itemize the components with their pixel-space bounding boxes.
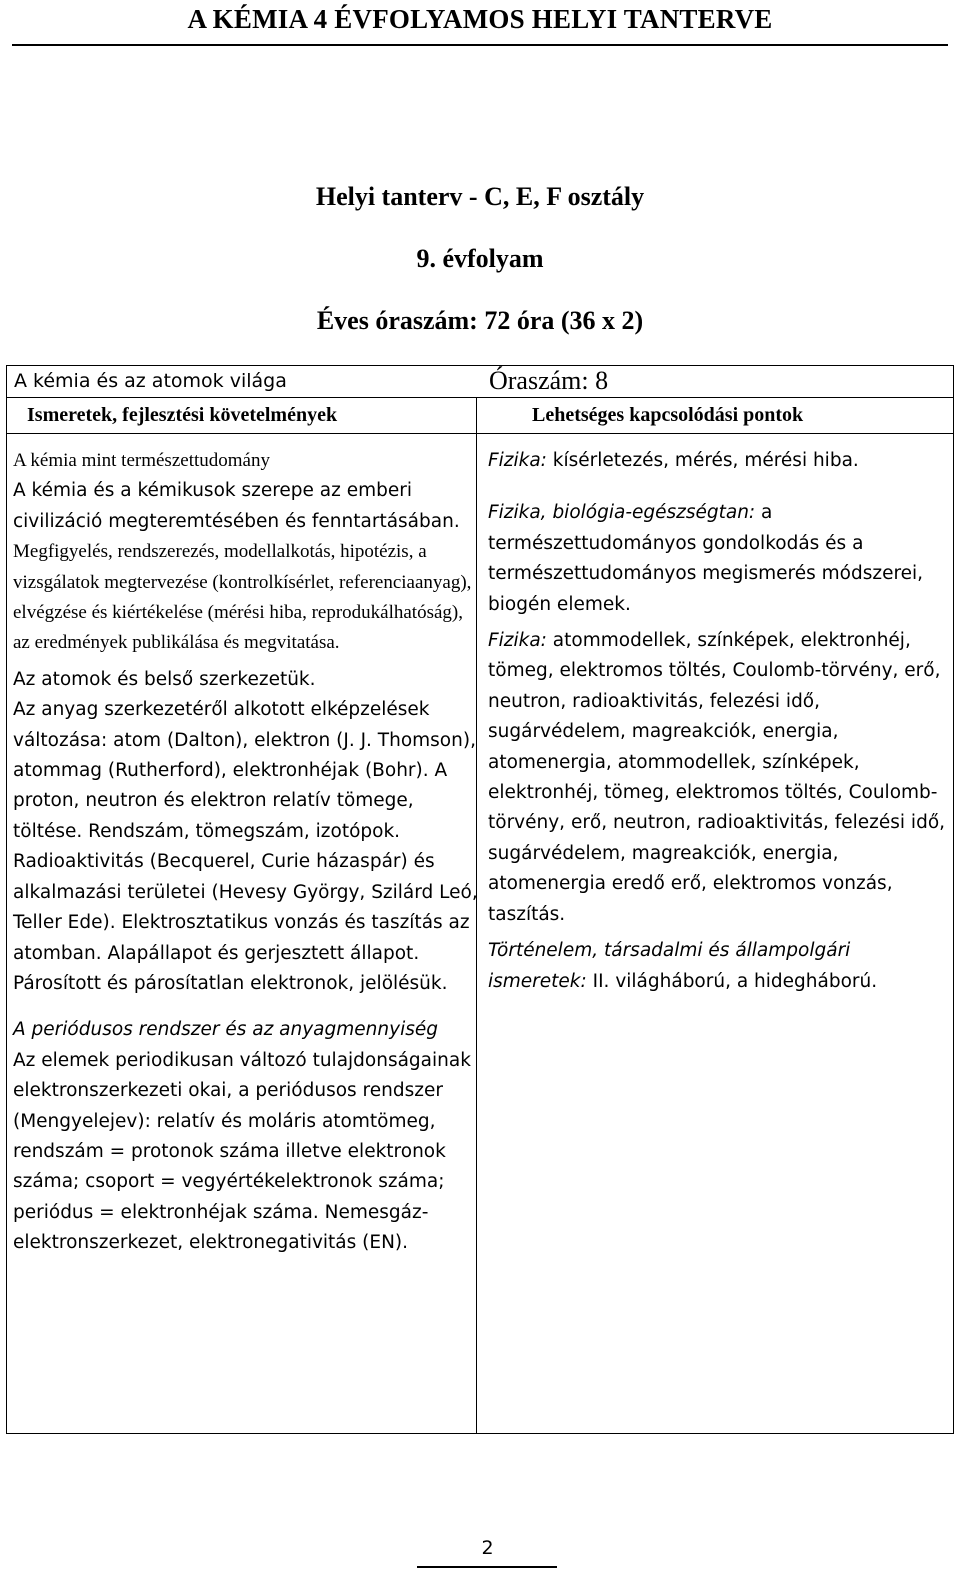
table-header-divider: [6, 433, 954, 434]
section-title: A kémia és az atomok világa: [14, 370, 287, 392]
connection-item-1: [488, 446, 948, 476]
page-number: 2: [481, 1537, 494, 1559]
table-border-left: [6, 365, 7, 1434]
table-row-divider: [6, 397, 954, 398]
table-border-top: [6, 365, 954, 366]
curriculum-heading: Helyi tanterv - C, E, F osztály: [315, 182, 645, 211]
table-border-bottom: [6, 1433, 954, 1434]
column-header-connections: Lehetséges kapcsolódási pontok: [532, 404, 804, 426]
connections-column: [488, 446, 948, 997]
connection-item-3: [488, 626, 948, 930]
connection-text-1: kísérletezés, mérés, mérési hiba.: [546, 450, 859, 471]
requirements-paragraph-1: [13, 446, 483, 659]
table-border-right: [953, 365, 954, 1434]
connection-subject-3: Fizika:: [488, 630, 547, 652]
annual-hours-heading: Éves óraszám: 72 óra (36 x 2): [316, 306, 644, 335]
document-title: A KÉMIA 4 ÉVFOLYAMOS HELYI TANTERVE: [187, 4, 773, 34]
topic-heading-atoms: Az atomok és belső szerkezetük.: [13, 668, 316, 690]
page-number-rule: [417, 1566, 557, 1568]
requirements-paragraph-5: Az elemek periodikusan változó tulajdonságainak elektronszerkezeti okai, a periódusos rendszer (Mengyelejev): relatív és moláris atomtömeg, rendszám = protonok száma illetve elektronok száma; csoport = vegyértékelektronok száma; periódus = elektronhéjak száma. Nemesgáz-elektronszerkezet, elektronegativitás (EN).: [13, 1049, 471, 1254]
requirements-column: [13, 446, 483, 1259]
column-header-requirements: Ismeretek, fejlesztési követelmények: [27, 404, 338, 426]
title-underline: [12, 44, 948, 46]
connection-text-2: a természettudományos gondolkodás és a természettudományos megismerés módszerei, biogén elemek.: [488, 502, 924, 615]
connection-subject-2: Fizika, biológia-egészségtan:: [488, 502, 756, 524]
topic-heading-periodic-table: A periódusos rendszer és az anyagmennyiség: [13, 1019, 438, 1041]
grade-heading: 9. évfolyam: [416, 244, 544, 273]
connection-item-2: [488, 498, 948, 620]
section-hours: Óraszám: 8: [489, 366, 609, 395]
connection-text-3: atommodellek, színképek, elektronhéj, tömeg, elektromos töltés, Coulomb-törvény, erő, neutron, radioaktivitás, felezési idő, sugárvédelem, magreakciók, energia, atomenergia, atommodellek, színképek, elektronhéj, tömeg, elektromos töltés, Coulomb-törvény, erő, neutron, radioaktivitás, felezési idő, sugárvédelem, magreakciók, energia, atomenergia eredő erő, elektromos vonzás, taszítás.: [488, 630, 946, 925]
connection-text-4: II. világháború, a hidegháború.: [586, 970, 878, 992]
topic-heading-chemistry-science: A kémia mint természettudomány: [13, 450, 270, 471]
connection-item-4: [488, 936, 948, 997]
requirements-paragraph-4: Radioaktivitás (Becquerel, Curie házaspár) és alkalmazási területei (Hevesy György, Szilárd Leó, Teller Ede). Elektrosztatikus vonzás és taszítás az atomban. Alapállapot és gerjesztett állapot. Párosított és párosítatlan elektronok, jelölésük.: [13, 851, 478, 994]
requirements-paragraph-3: Az anyag szerkezetéről alkotott elképzelések változása: atom (Dalton), elektron (J. J. Thomson), atommag (Rutherford), elektronhéjak (Bohr). A proton, neutron és elektron relatív tömege, töltése. Rendszám, tömegszám, izotópok.: [13, 699, 476, 842]
connection-subject-1: Fizika:: [488, 450, 547, 471]
requirements-text-1a: A kémia és a kémikusok szerepe az emberi civilizáció megteremtésében és fenntartásában.: [13, 480, 460, 532]
connection-subject-4: Történelem, társadalmi és állampolgári ismeretek:: [488, 940, 851, 992]
requirements-text-1b: Megfigyelés, rendszerezés, modellalkotás, hipotézis, a vizsgálatok megtervezése (kontrolkísérlet, referenciaanyag), elvégzése és kiértékelése (mérési hiba, reprodukálhatóság), az eredmények publikálása és megvitatása.: [13, 541, 472, 654]
